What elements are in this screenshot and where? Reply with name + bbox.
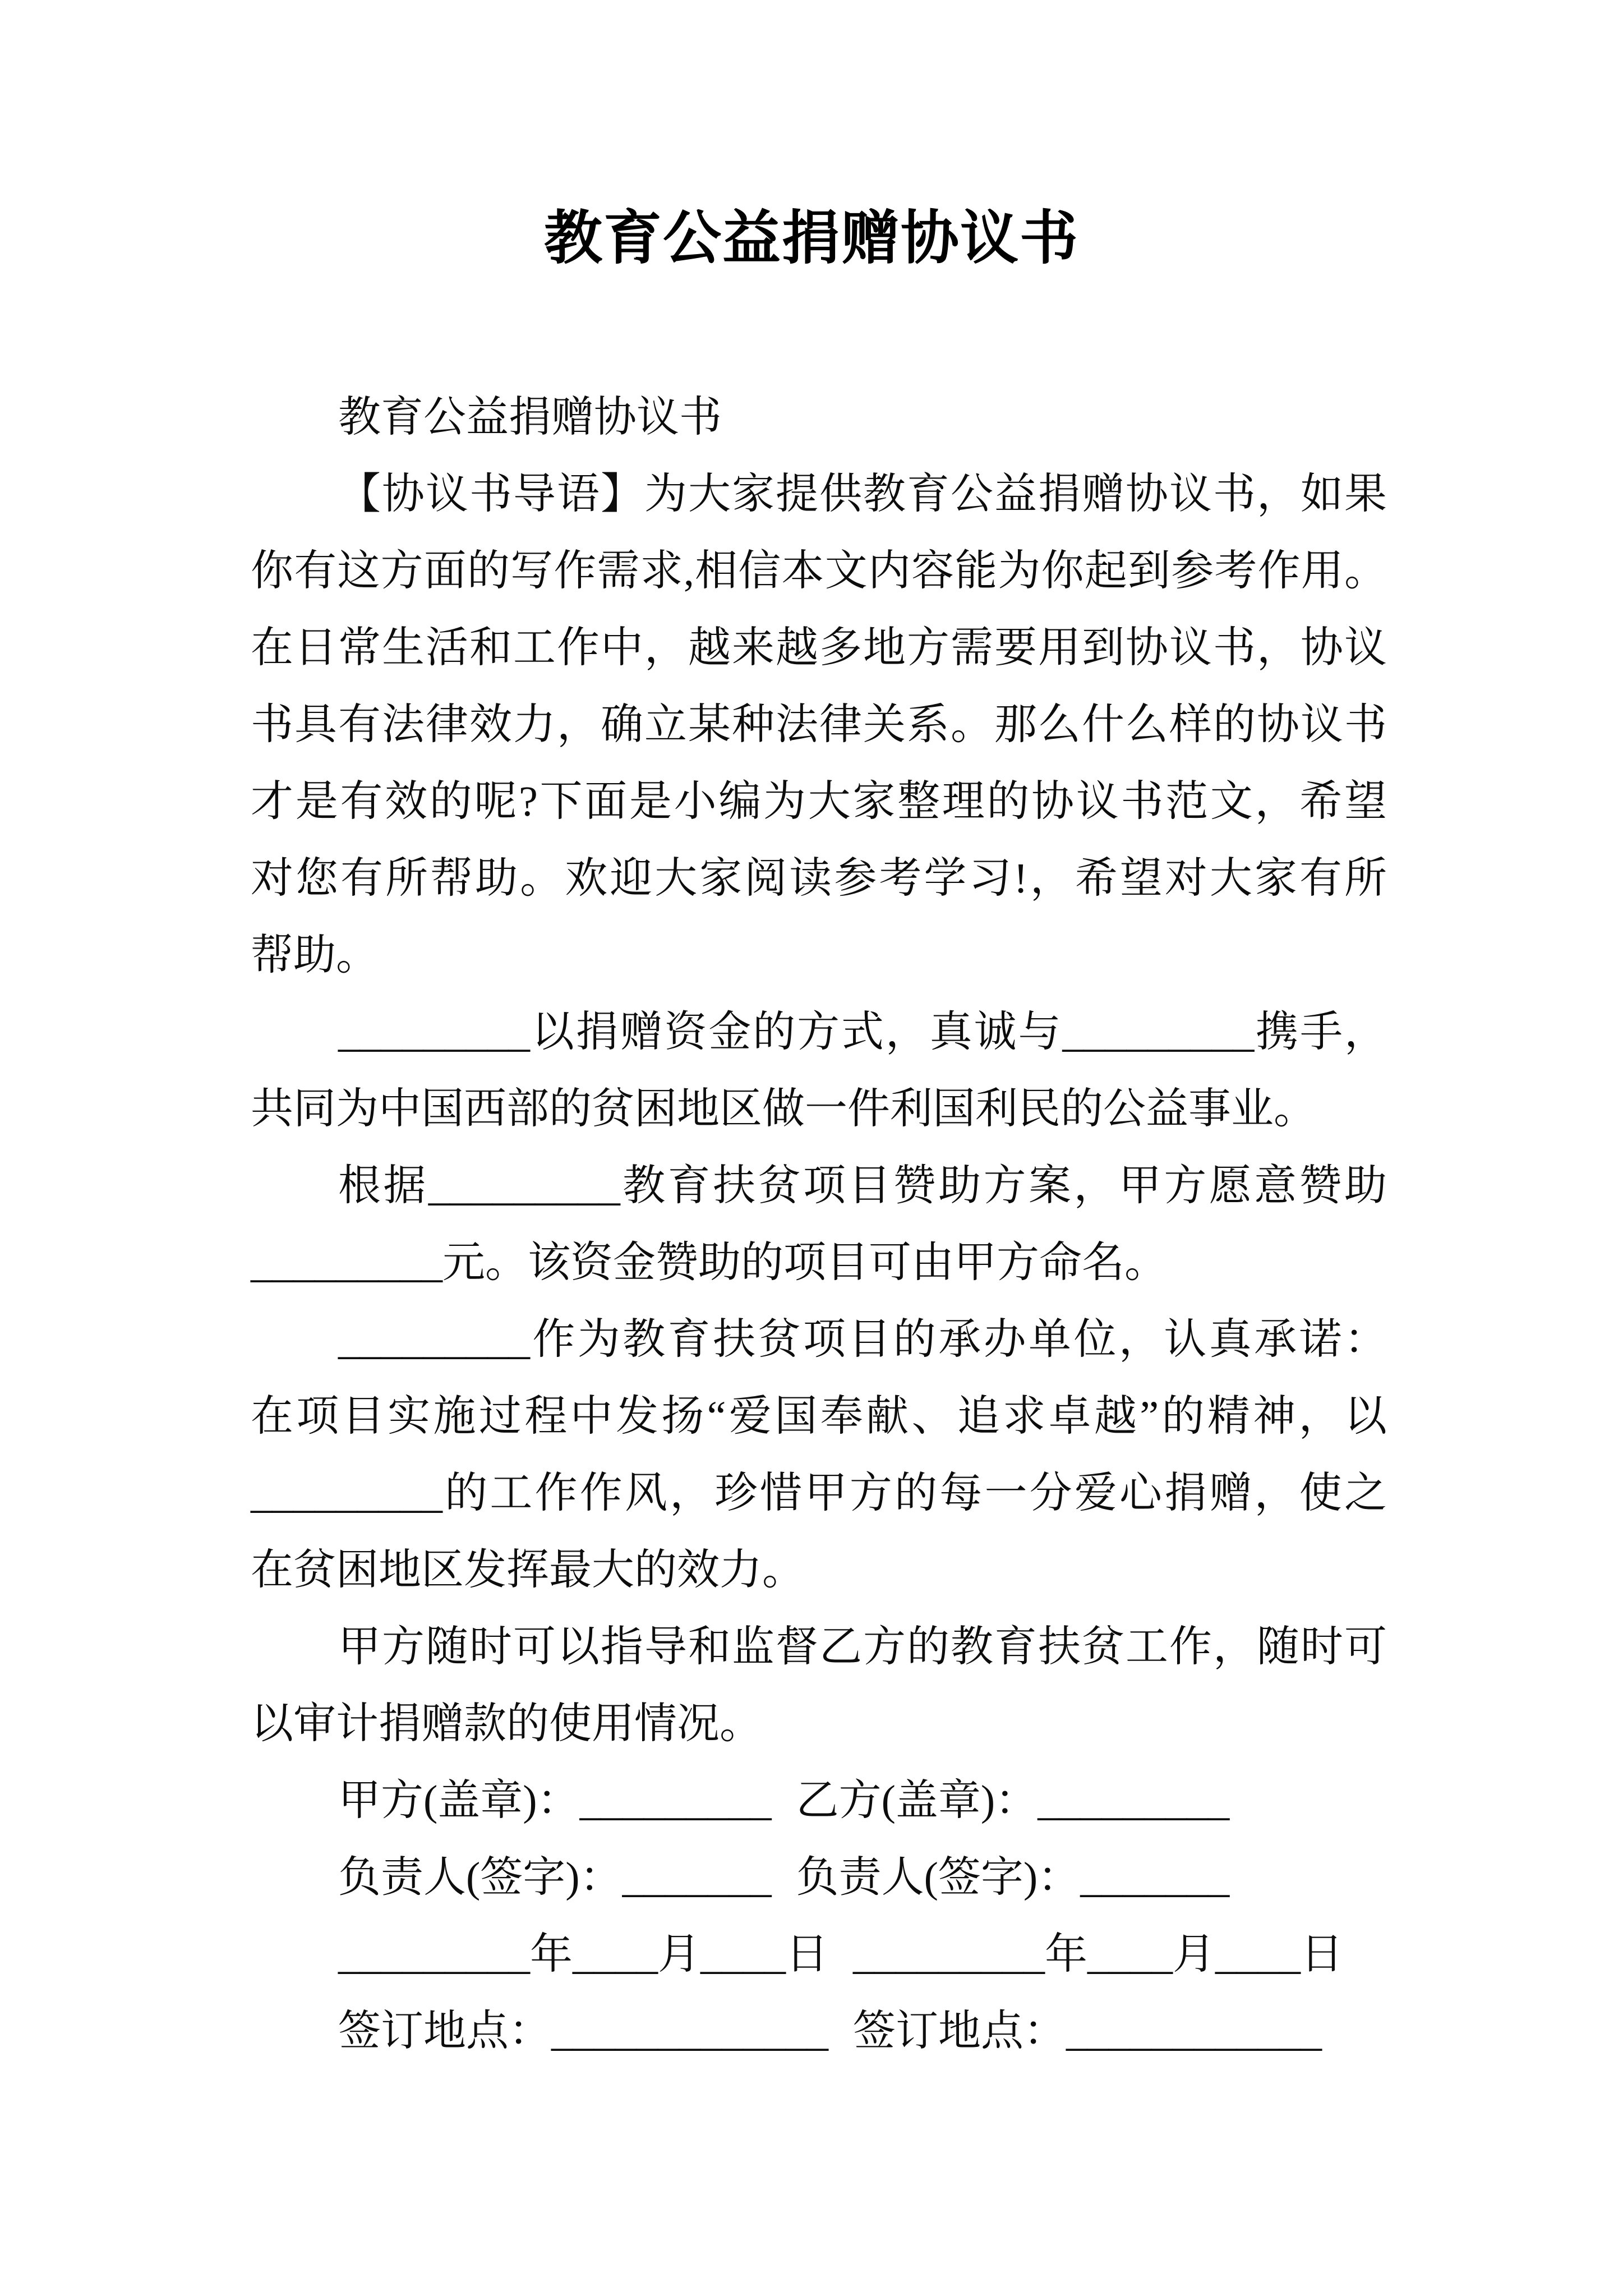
intro-line: 在日常生活和工作中，越来越多地方需要用到协议书，协议 (251, 624, 1387, 671)
document-body (251, 379, 1387, 2070)
undertaking-line: _________的工作作风，珍惜甲方的每一分爱心捐赠，使之 (251, 1470, 1387, 1517)
paragraph-supervision (251, 1609, 1387, 1763)
intro-line: 才是有效的呢?下面是小编为大家整理的协议书范文，希望 (251, 778, 1387, 825)
sponsorship-amount-line: 根据_________教育扶贫项目赞助方案，甲方愿意赞助 (338, 1162, 1387, 1209)
signature-row-signer (251, 1839, 1387, 1916)
party-b-seal-field: 乙方(盖章)：_________ (796, 1777, 1230, 1824)
paragraph-intro (251, 456, 1387, 994)
party-b-place-field: 签订地点：____________ (853, 2008, 1322, 2055)
party-a-signer-field: 负责人(签字)：_______ (338, 1854, 772, 1901)
intro-line: 帮助。 (251, 932, 379, 979)
signature-row-seal (251, 1763, 1387, 1839)
signature-row-place (251, 1993, 1387, 2070)
heading-line: 教育公益捐赠协议书 (338, 394, 722, 441)
paragraph-heading (251, 379, 1387, 456)
paragraph-undertaking (251, 1301, 1387, 1609)
intro-line: 书具有法律效力，确立某种法律关系。那么什么样的协议书 (251, 701, 1387, 748)
supervision-line: 甲方随时可以指导和监督乙方的教育扶贫工作，随时可 (338, 1623, 1387, 1671)
party-a-place-field: 签订地点：_____________ (338, 2008, 828, 2055)
paragraph-donation-purpose (251, 994, 1387, 1148)
signature-row-date (251, 1916, 1387, 1993)
intro-line: 你有这方面的写作需求,相信本文内容能为你起到参考作用。 (251, 547, 1387, 595)
intro-line: 对您有所帮助。欢迎大家阅读参考学习!，希望对大家有所 (251, 855, 1387, 902)
donation-purpose-line: 共同为中国西部的贫困地区做一件利国利民的公益事业。 (251, 1085, 1316, 1133)
sponsorship-amount-line: _________元。该资金赞助的项目可由甲方命名。 (251, 1239, 1167, 1286)
supervision-line: 以审计捐赠款的使用情况。 (251, 1700, 762, 1747)
party-b-date-field: _________年____月____日 (853, 1931, 1343, 1978)
donation-purpose-line: _________以捐赠资金的方式，真诚与_________携手， (338, 1009, 1387, 1056)
undertaking-line: 在贫困地区发挥最大的效力。 (251, 1547, 805, 1594)
intro-line: 【协议书导语】为大家提供教育公益捐赠协议书，如果 (338, 471, 1387, 518)
party-b-signer-field: 负责人(签字)：_______ (796, 1854, 1230, 1901)
party-a-date-field: _________年____月____日 (338, 1931, 828, 1978)
document-title: 教育公益捐赠协议书 (543, 206, 1079, 271)
paragraph-sponsorship-amount (251, 1148, 1387, 1301)
signature-block (251, 1763, 1387, 2070)
party-a-seal-field: 甲方(盖章)：_________ (338, 1777, 772, 1824)
undertaking-line: 在项目实施过程中发扬“爱国奉献、追求卓越”的精神，以 (251, 1393, 1387, 1440)
undertaking-line: _________作为教育扶贫项目的承办单位，认真承诺： (338, 1316, 1387, 1363)
